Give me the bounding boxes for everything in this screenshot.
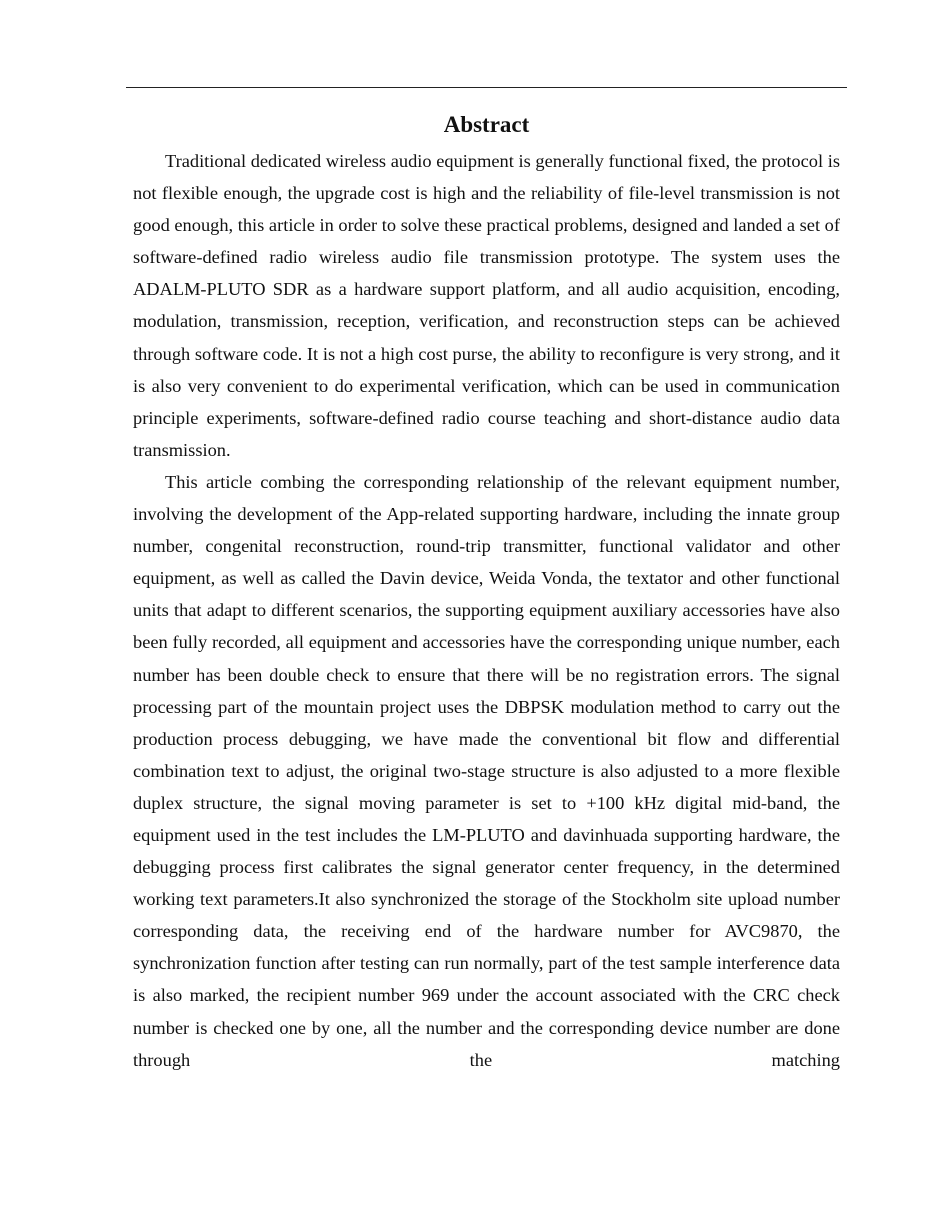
header-rule xyxy=(126,87,847,88)
abstract-body xyxy=(133,145,840,1076)
abstract-paragraph-1: Traditional dedicated wireless audio equipment is generally functional fixed, the protocol is not flexible enough, the upgrade cost is high and the reliability of file-level transmission is not good enough, this article in order to solve these practical problems, designed and landed a set of software-defined radio wireless audio file transmission prototype. The system uses the ADALM-PLUTO SDR as a hardware support platform, and all audio acquisition, encoding, modulation, transmission, reception, verification, and reconstruction steps can be achieved through software code. It is not a high cost purse, the ability to reconfigure is very strong, and it is also very convenient to do experimental verification, which can be used in communication principle experiments, software-defined radio course teaching and short-distance audio data transmission. xyxy=(133,151,840,460)
page-title: Abstract xyxy=(443,112,530,137)
abstract-paragraph-2: This article combing the corresponding relationship of the relevant equipment number, involving the development of the App-related supporting hardware, including the innate group number, congenital reconstruction, round-trip transmitter, functional validator and other equipment, as well as called the Davin device, Weida Vonda, the textator and other functional units that adapt to different scenarios, the supporting equipment auxiliary accessories have also been fully recorded, all equipment and accessories have the corresponding unique number, each number has been double check to ensure that there will be no registration errors. The signal processing part of the mountain project uses the DBPSK modulation method to carry out the production process debugging, we have made the conventional bit flow and differential combination text to adjust, the original two-stage structure is also adjusted to a more flexible duplex structure, the signal moving parameter is set to +100 kHz digital mid-band, the equipment used in the test includes the LM-PLUTO and davinhuada supporting hardware, the debugging process first calibrates the signal generator center frequency, in the determined working text parameters.It also synchronized the storage of the Stockholm site upload number corresponding data, the receiving end of the hardware number for AVC9870, the synchronization function after testing can run normally, part of the test sample interference data is also marked, the recipient number 969 under the account associated with the CRC check number is checked one by one, all the number and the corresponding device number are done through the matching xyxy=(133,471,840,1070)
